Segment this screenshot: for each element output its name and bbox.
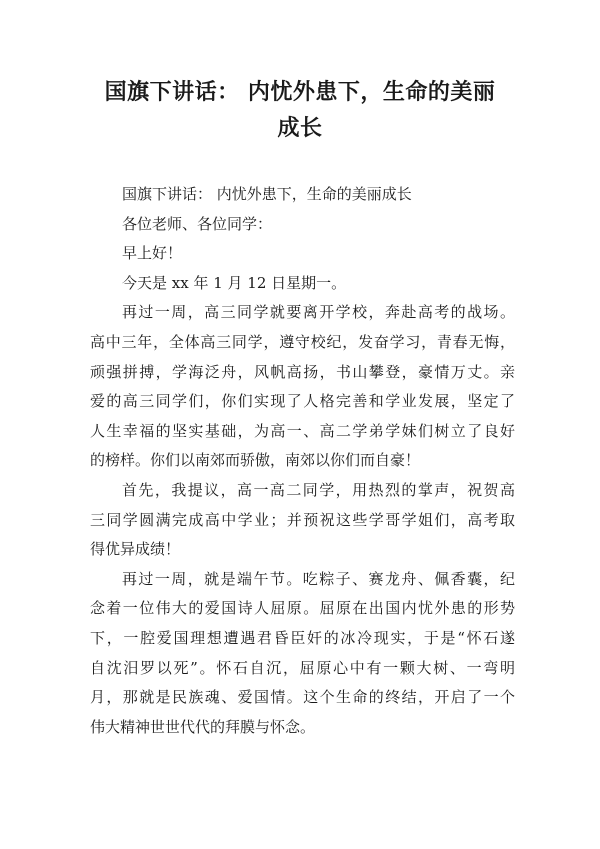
body-line: 的榜样。你们以南郊而骄傲，南郊以你们而自豪！ [90,451,421,470]
title-line-1: 国旗下讲话： 内忧外患下，生命的美丽 [104,79,496,105]
body-line: 下，一腔爱国理想遭遇君昏臣奸的冰冷现实，于是“怀石遂 [90,628,515,647]
body-line: 首先，我提议，高一高二同学，用热烈的掌声，祝贺高 [122,480,515,499]
body-line: 三同学圆满完成高中学业；并预祝这些学哥学姐们，高考取 [90,510,515,529]
body-line: 自沈汨罗以死”。怀石自沉，屈原心中有一颗大树、一弯明 [90,658,515,677]
body-line: 念着一位伟大的爱国诗人屈原。屈原在出国内忧外患的形势 [90,599,515,618]
body-line: 爱的高三同学们，你们实现了人格完善和学业发展，坚定了 [90,392,515,411]
body-line: 早上好！ [122,244,183,263]
body-line: 各位老师、各位同学： [122,214,273,233]
body-line: 月，那就是民族魂、爱国情。这个生命的终结，开启了一个 [90,688,515,707]
body-line: 再过一周，就是端午节。吃粽子、赛龙舟、佩香囊，纪 [122,569,515,588]
body-line: 得优异成绩！ [90,540,181,559]
document-body [90,180,515,742]
body-line: 今天是 xx 年 1 月 12 日星期一。 [122,273,347,292]
body-line: 再过一周，高三同学就要离开学校，奔赴高考的战场。 [122,303,515,322]
body-line: 顽强拼搏，学海泛舟，风帆高扬，书山攀登，豪情万丈。亲 [90,362,515,381]
document-title [40,74,560,146]
body-line: 伟大精神世世代代的拜膜与怀念。 [90,717,316,736]
body-line: 人生幸福的坚实基础，为高一、高二学弟学妹们树立了良好 [90,421,515,440]
body-line: 高中三年，全体高三同学，遵守校纪，发奋学习，青春无悔， [90,332,515,351]
title-line-2: 成长 [277,115,323,141]
body-line: 国旗下讲话： 内忧外患下，生命的美丽成长 [122,185,412,203]
